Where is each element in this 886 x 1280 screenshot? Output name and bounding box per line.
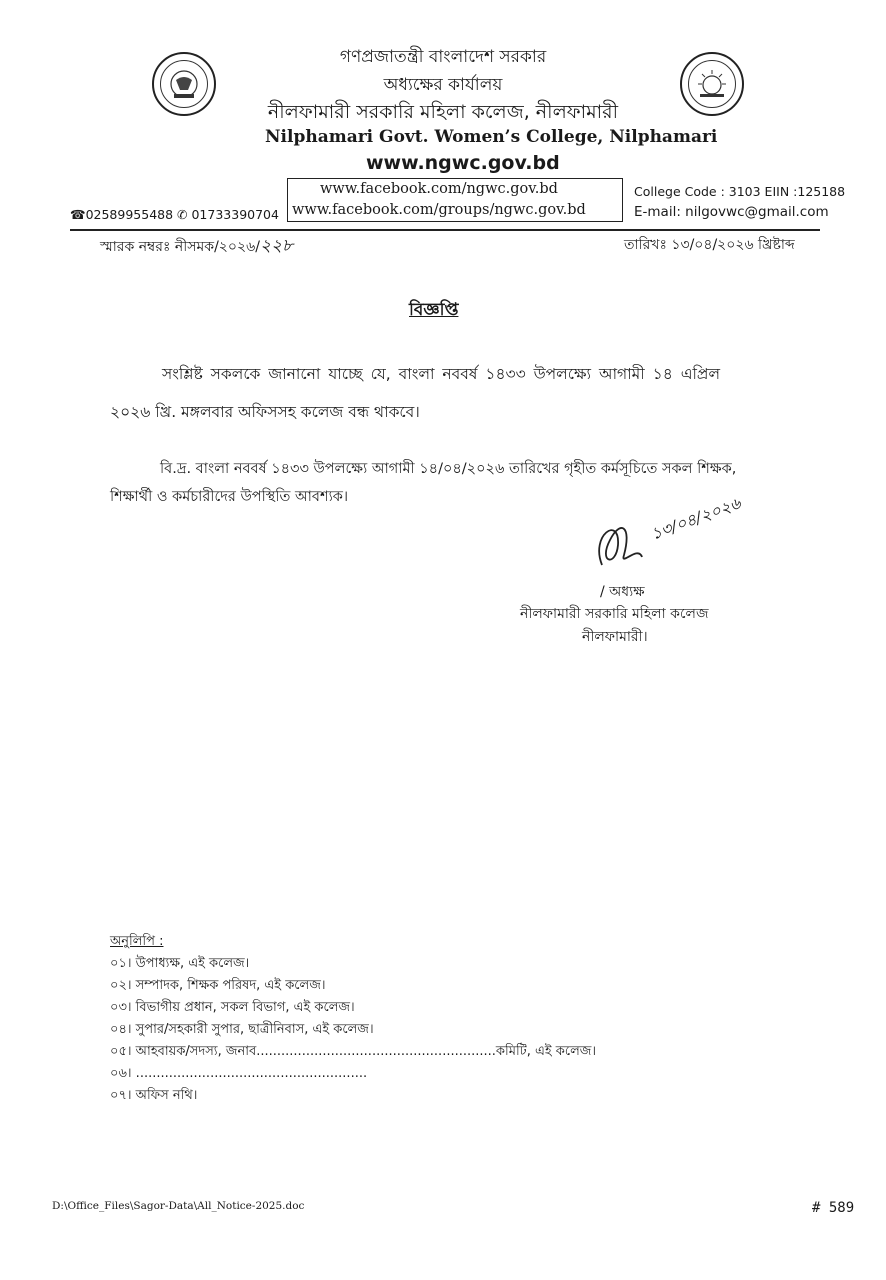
copies-item: ০৪। সুপার/সহকারী সুপার, ছাত্রীনিবাস, এই কলেজ। — [110, 1022, 374, 1037]
memo-number-label: স্মারক নম্বরঃ নীসমক/২০২৬/ — [100, 239, 260, 255]
file-path: D:\Office_Files\Sagor-Data\All_Notice-2025.doc — [52, 1200, 305, 1212]
notice-paragraph-2-line-2: শিক্ষার্থী ও কর্মচারীদের উপস্থিতি আবশ্যক। — [110, 489, 349, 505]
website-link[interactable]: www.ngwc.gov.bd — [366, 152, 560, 174]
memo-number — [100, 233, 293, 261]
notice-title: বিজ্ঞপ্তি — [409, 300, 459, 320]
college-name-en: Nilphamari Govt. Women’s College, Nilphamari — [265, 127, 718, 147]
memo-number-handwritten: ২২৮ — [259, 236, 294, 256]
notice-paragraph-2-line-1: বি.দ্র. বাংলা নববর্ষ ১৪৩৩ উপলক্ষ্যে আগামী ১৪/০৪/২০২৬ তারিখের গৃহীত কর্মসূচিতে সকল শিক্ষক, — [160, 461, 737, 477]
college-name-bn: নীলফামারী সরকারি মহিলা কলেজ, নীলফামারী — [267, 101, 619, 123]
facebook-group-link[interactable]: www.facebook.com/groups/ngwc.gov.bd — [292, 202, 586, 218]
copies-item: ০৬। ........................................................ — [110, 1066, 368, 1081]
copies-item: ০১। উপাধ্যক্ষ, এই কলেজ। — [110, 956, 250, 971]
memo-date: তারিখঃ ১৩/০৪/২০২৬ খ্রিষ্টাব্দ — [624, 237, 795, 253]
college-code: College Code : 3103 EIIN :125188 — [634, 184, 846, 199]
signatory-place: নীলফামারী। — [582, 629, 648, 645]
copies-item: ০৫। আহবায়ক/সদস্য, জনাব..........................................................কমিটি, এই কলেজ। — [110, 1044, 597, 1059]
facebook-page-link[interactable]: www.facebook.com/ngwc.gov.bd — [320, 181, 558, 197]
signature-date-handwritten: ১৩/০৪/২০২৬ — [648, 493, 744, 544]
serial-number: # 589 — [812, 1200, 855, 1216]
email-address: E-mail: nilgovwc@gmail.com — [634, 204, 829, 220]
phone-numbers: ☎02589955488 ✆ 01733390704 — [70, 207, 279, 222]
notice-paragraph-1-line-2: ২০২৬ খ্রি. মঙ্গলবার অফিসসহ কলেজ বন্ধ থাকবে। — [110, 403, 420, 421]
government-line: গণপ্রজাতন্ত্রী বাংলাদেশ সরকার — [339, 47, 547, 67]
copies-item: ০৩। বিভাগীয় প্রধান, সকল বিভাগ, এই কলেজ। — [110, 1000, 355, 1015]
notice-paragraph-1-line-1: সংশ্লিষ্ট সকলকে জানানো যাচ্ছে যে, বাংলা নববর্ষ ১৪৩৩ উপলক্ষ্যে আগামী ১৪ এপ্রিল — [162, 365, 721, 383]
signatory-role: / অধ্যক্ষ — [600, 584, 645, 600]
copies-title: অনুলিপি : — [110, 934, 164, 949]
header-divider — [70, 229, 820, 231]
copies-item: ০৭। অফিস নথি। — [110, 1088, 198, 1103]
copies-item: ০২। সম্পাদক, শিক্ষক পরিষদ, এই কলেজ। — [110, 978, 326, 993]
office-line: অধ্যক্ষের কার্যালয় — [383, 75, 503, 95]
signatory-organization: নীলফামারী সরকারি মহিলা কলেজ — [520, 606, 709, 622]
